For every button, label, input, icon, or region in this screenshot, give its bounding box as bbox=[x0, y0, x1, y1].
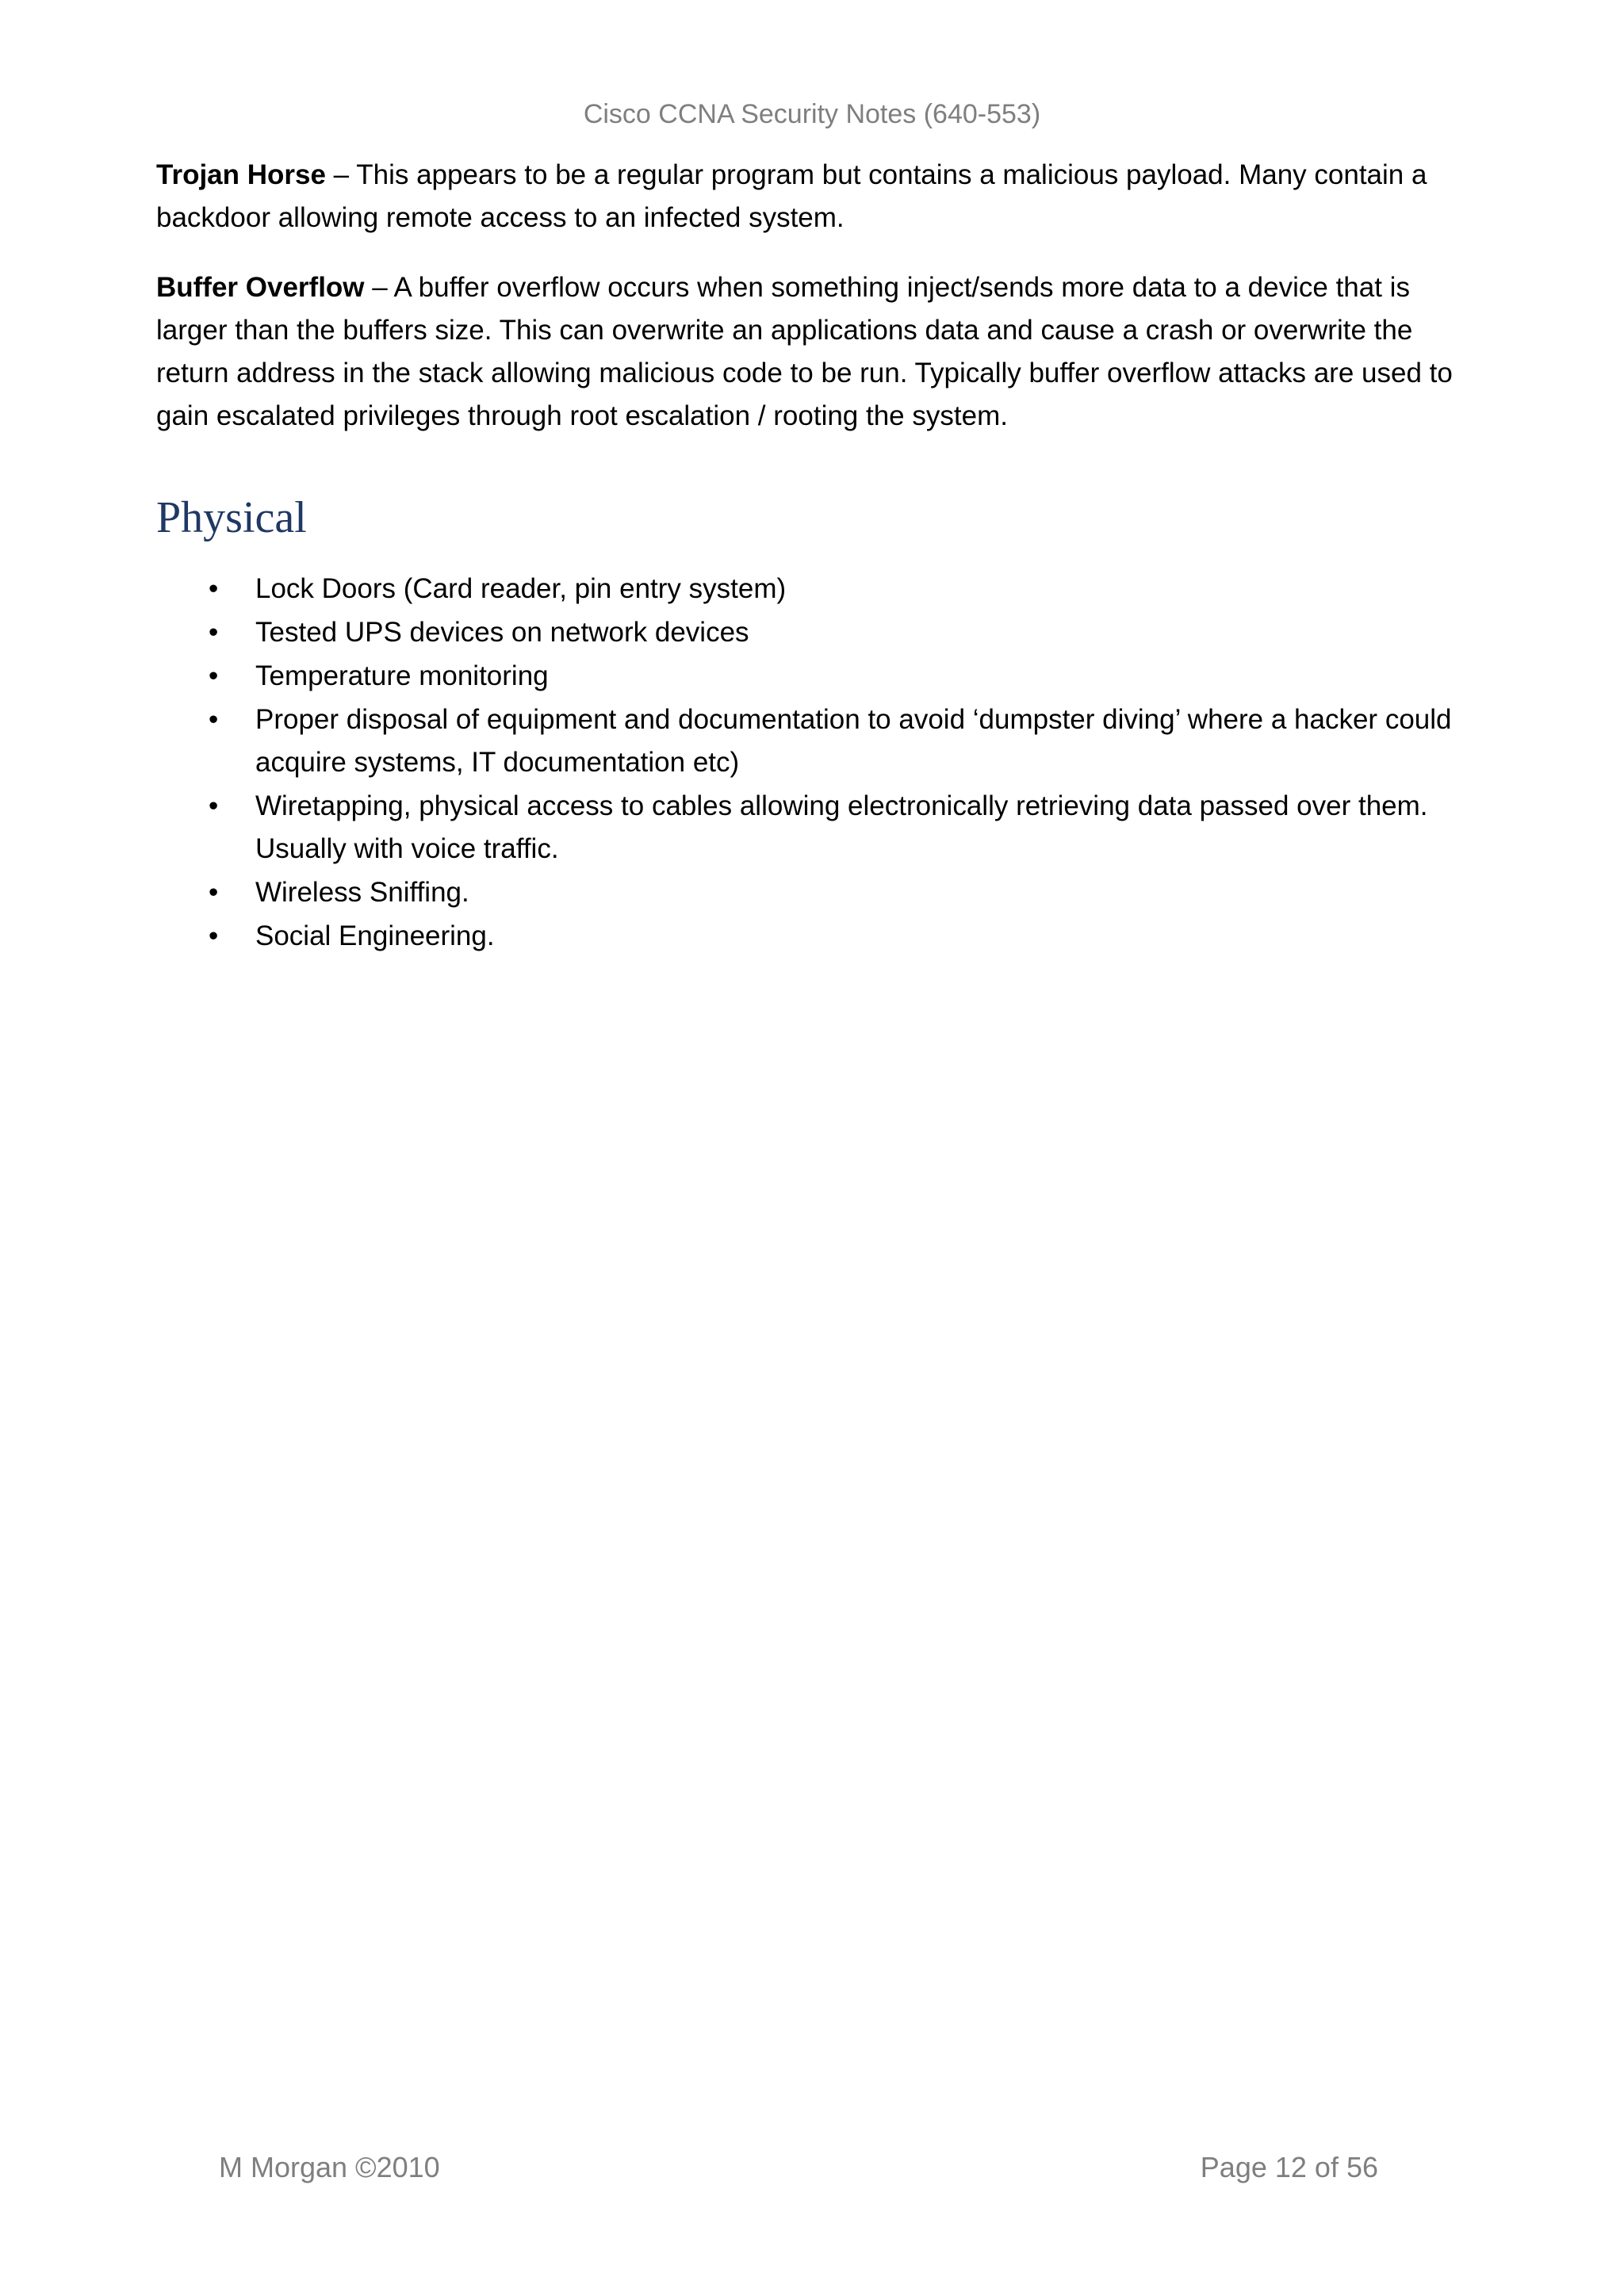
list-item-text: Tested UPS devices on network devices bbox=[255, 617, 749, 648]
list-item-text: Temperature monitoring bbox=[255, 660, 549, 691]
footer-author: M Morgan ©2010 bbox=[219, 2151, 440, 2183]
list-item bbox=[156, 568, 1457, 610]
footer-page-number: Page 12 of 56 bbox=[1200, 2151, 1378, 2183]
definition-buffer-overflow: – A buffer overflow occurs when something inject/sends more data to a device that is larger than the buffers size. This can overwrite an applications data and cause a crash or overwrite the return address in the stack allowing malicious code to be run. Typically buffer overflow attacks are used to gain escalated privileges through root escalation / rooting the system. bbox=[156, 272, 1453, 431]
list-item-text: Wireless Sniffing. bbox=[255, 877, 469, 908]
running-header: Cisco CCNA Security Notes (640-553) bbox=[583, 99, 1041, 129]
list-item bbox=[156, 871, 1457, 914]
list-item bbox=[156, 611, 1457, 654]
section-heading-physical: Physical bbox=[156, 493, 307, 542]
page-content bbox=[156, 154, 1457, 959]
list-item-text: Wiretapping, physical access to cables allowing electronically retrieving data passed over them. Usually with voice traffic. bbox=[255, 790, 1428, 864]
paragraph-trojan-horse bbox=[156, 154, 1457, 239]
list-item bbox=[156, 655, 1457, 698]
bullet-icon: • bbox=[209, 704, 219, 735]
bullet-icon: • bbox=[209, 573, 219, 604]
term-buffer-overflow: Buffer Overflow bbox=[156, 272, 365, 303]
term-trojan-horse: Trojan Horse bbox=[156, 159, 326, 190]
definition-trojan-horse: – This appears to be a regular program but contains a malicious payload. Many contain a backdoor allowing remote access to an infected system. bbox=[156, 159, 1427, 233]
list-item-text: Lock Doors (Card reader, pin entry system) bbox=[255, 573, 787, 604]
bullet-icon: • bbox=[209, 920, 219, 951]
list-item-text: Proper disposal of equipment and documentation to avoid ‘dumpster diving’ where a hacker could acquire systems, IT documentation etc) bbox=[255, 704, 1452, 778]
physical-bullet-list bbox=[156, 568, 1457, 958]
bullet-icon: • bbox=[209, 877, 219, 908]
list-item bbox=[156, 785, 1457, 871]
bullet-icon: • bbox=[209, 660, 219, 691]
list-item-text: Social Engineering. bbox=[255, 920, 495, 951]
list-item bbox=[156, 915, 1457, 958]
bullet-icon: • bbox=[209, 790, 219, 821]
bullet-icon: • bbox=[209, 617, 219, 648]
paragraph-buffer-overflow bbox=[156, 266, 1457, 438]
list-item bbox=[156, 698, 1457, 784]
